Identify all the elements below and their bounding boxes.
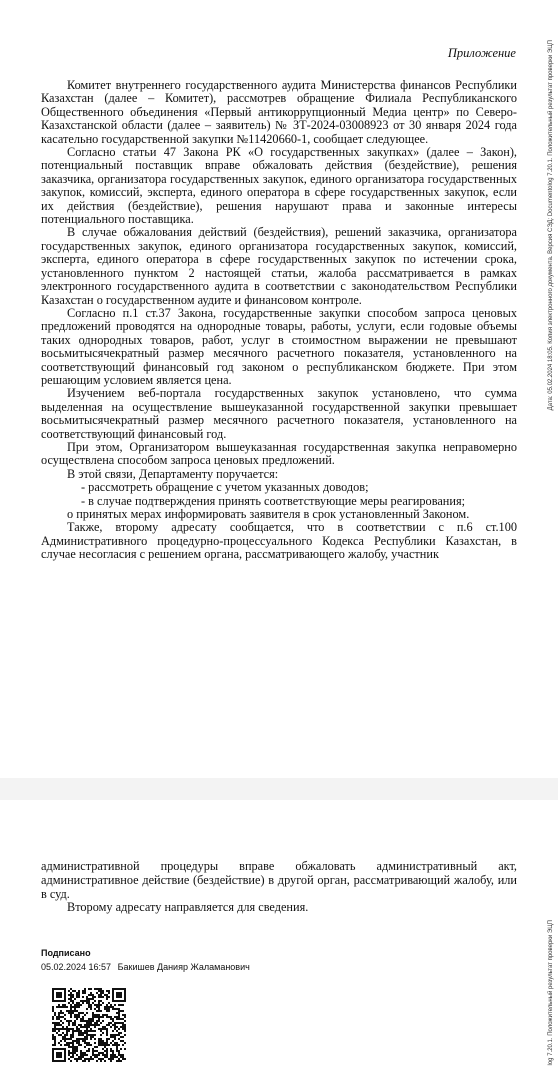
page-1-side-stamp: Дата: 05.02.2024 18:05. Копия электронного документа. Версия СЭД: Documentolog 7.20.1. Положительный результат проверки ЭЦП: [548, 40, 554, 411]
signer-name: Бакишев Данияр Жаламанович: [117, 962, 250, 972]
paragraph-second-addressee: Также, второму адресату сообщается, что в соответствии с п.6 ст.100 Административного процедурно-процессуального Кодекса Республики Казахстан, в случае несогласия с решением органа, рассматривающего жалобу, участник: [41, 520, 517, 562]
page-2-body: [41, 860, 517, 915]
paragraph-article-37: Согласно п.1 ст.37 Закона, государственные закупки способом запроса ценовых предложений проводятся на однородные товары, работы, услуги, если годовые объемы таких однородных товаров, работ, услуг в стоимостном выражении не превышают восьмитысячекратный размер месячного расчетного показателя, установленного на соответствующий финансовый год законом о республиканском бюджете. При этом решающим условием является цена.: [41, 305, 517, 387]
paragraph-article-47: Согласно статьи 47 Закона РК «О государственных закупках» (далее – Закон), потенциальный поставщик вправе обжаловать действия (бездействие), решения заказчика, организатора государственных закупок, единого организатора государственных закупок, комиссий, эксперта, единого оператора в сфере государственных закупок, если их действия (бездействие), решения нарушают права и законные интересы потенциального поставщика.: [41, 145, 517, 227]
paragraph-for-information: Второму адресату направляется для сведения.: [67, 900, 309, 915]
appendix-title: Приложение: [447, 46, 516, 60]
signature-line: [41, 962, 250, 972]
paragraph-violation: При этом, Организатором вышеуказанная государственная закупка неправомерно осуществлена способом запроса ценовых предложений.: [41, 439, 517, 468]
instruction-item-1: - рассмотреть обращение с учетом указанных доводов;: [81, 480, 369, 495]
signature-datetime: 05.02.2024 16:57: [41, 962, 112, 972]
instruction-item-3: о принятых мерах информировать заявителя в срок установленный Законом.: [67, 507, 470, 521]
page-1-body: [41, 79, 517, 562]
instruction-item-2: - в случае подтверждения принять соответствующие меры реагирования;: [81, 493, 466, 508]
paragraph-continuation: административной процедуры вправе обжаловать административный акт, административное действие (бездействие) в другой орган, рассматривающий жалобу, или в суд.: [41, 859, 517, 901]
paragraph-intro: Комитет внутреннего государственного аудита Министерства финансов Республики Казахстан (далее – Комитет), рассмотрев обращение Филиала Республиканского Общественного объединения «Первый антикоррупционный Медиа центр» по Северо-Казахстанской области (далее – заявитель) № ЗТ-2024-03008923 от 30 января 2024 года касательно государственной закупки №11420660-1, сообщает следующее.: [41, 78, 517, 146]
page-2-side-stamp: log 7.20.1. Положительный результат проверки ЭЦП: [548, 920, 554, 1066]
page-separator: [0, 778, 558, 800]
paragraph-instructions: В этой связи, Департаменту поручается:: [67, 466, 279, 481]
qr-code-icon: [48, 984, 130, 1066]
paragraph-findings: Изучением веб-портала государственных закупок установлено, что сумма выделенная на осуществление вышеуказанной государственной закупки превышает восьмитысячекратный размер месячного расчетного показателя, установленного на соответствующий финансовый год.: [41, 386, 517, 441]
paragraph-appeal-case: В случае обжалования действий (бездействия), решений заказчика, организатора государственных закупок, единого организатора государственных закупок, комиссий, эксперта, единого оператора в сфере государственных закупок по истечении срока, установленного пунктом 2 настоящей статьи, жалоба рассматривается в рамках электронного государственного аудита в соответствии с законодательством Республики Казахстан о государственном аудите и финансовом контроле.: [41, 225, 517, 307]
signed-label: Подписано: [41, 948, 91, 958]
